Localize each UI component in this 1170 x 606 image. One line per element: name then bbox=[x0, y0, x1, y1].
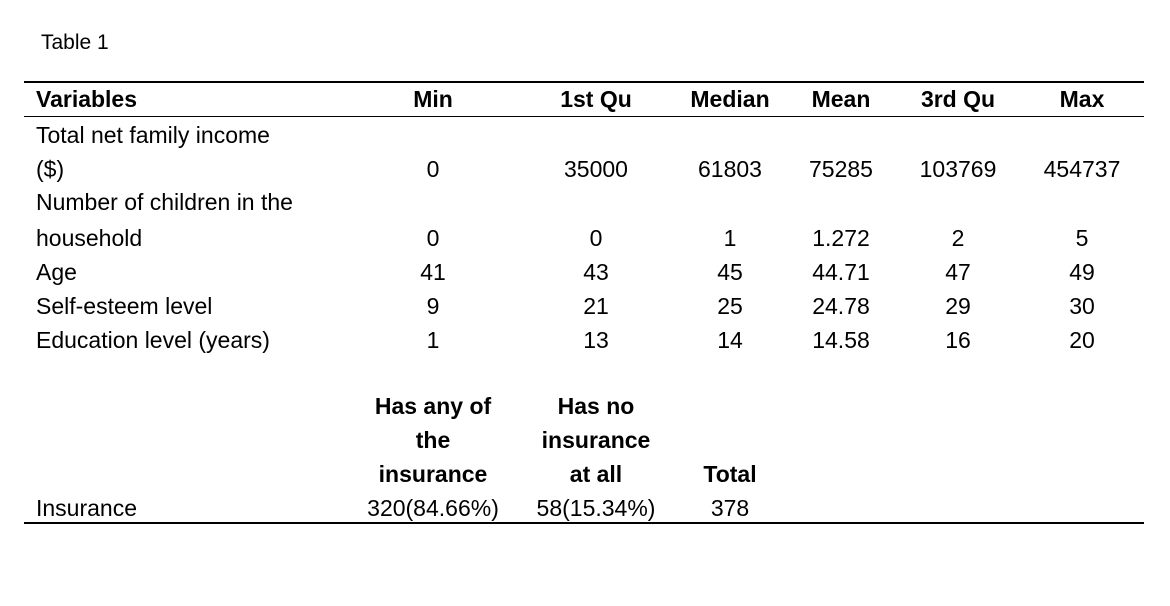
cell-children-q3: 2 bbox=[951, 225, 965, 251]
header-mean: Mean bbox=[811, 86, 871, 112]
row-label-income-line2: ($) bbox=[36, 156, 65, 182]
cell-education-median: 14 bbox=[717, 327, 743, 353]
header-q3: 3rd Qu bbox=[920, 86, 996, 112]
cell-age-mean: 44.71 bbox=[812, 259, 870, 285]
cell-self-esteem-max: 30 bbox=[1069, 293, 1095, 319]
cell-education-q3: 16 bbox=[945, 327, 971, 353]
header-variables: Variables bbox=[36, 86, 138, 112]
insurance-header-none-line3: at all bbox=[569, 461, 623, 487]
row-label-age: Age bbox=[36, 259, 77, 285]
insurance-header-total: Total bbox=[703, 461, 757, 487]
cell-age-max: 49 bbox=[1069, 259, 1095, 285]
cell-income-q1: 35000 bbox=[564, 156, 628, 182]
cell-age-q3: 47 bbox=[945, 259, 971, 285]
cell-income-mean: 75285 bbox=[809, 156, 873, 182]
cell-insurance-total: 378 bbox=[710, 495, 750, 521]
cell-children-q1: 0 bbox=[589, 225, 603, 251]
cell-children-min: 0 bbox=[426, 225, 440, 251]
cell-self-esteem-q3: 29 bbox=[945, 293, 971, 319]
insurance-header-none-line2: insurance bbox=[541, 427, 651, 453]
row-label-children-line1: Number of children in the bbox=[36, 189, 293, 215]
cell-age-q1: 43 bbox=[583, 259, 609, 285]
cell-age-min: 41 bbox=[420, 259, 446, 285]
cell-age-median: 45 bbox=[717, 259, 743, 285]
cell-income-max: 454737 bbox=[1043, 156, 1121, 182]
table-bottom-rule bbox=[24, 522, 1144, 524]
cell-income-median: 61803 bbox=[698, 156, 762, 182]
cell-education-max: 20 bbox=[1069, 327, 1095, 353]
cell-self-esteem-min: 9 bbox=[426, 293, 440, 319]
row-label-children-line2: household bbox=[36, 225, 143, 251]
cell-income-q3: 103769 bbox=[919, 156, 997, 182]
table-header-rule bbox=[24, 116, 1144, 117]
table-caption: Table 1 bbox=[41, 31, 109, 54]
cell-children-median: 1 bbox=[723, 225, 737, 251]
header-max: Max bbox=[1059, 86, 1105, 112]
cell-self-esteem-mean: 24.78 bbox=[812, 293, 870, 319]
header-min: Min bbox=[413, 86, 453, 112]
insurance-header-any-line3: insurance bbox=[378, 461, 488, 487]
header-q1: 1st Qu bbox=[560, 86, 632, 112]
header-median: Median bbox=[690, 86, 770, 112]
cell-insurance-none: 58(15.34%) bbox=[536, 495, 656, 521]
cell-self-esteem-median: 25 bbox=[717, 293, 743, 319]
cell-children-max: 5 bbox=[1075, 225, 1089, 251]
cell-self-esteem-q1: 21 bbox=[583, 293, 609, 319]
cell-education-q1: 13 bbox=[583, 327, 609, 353]
cell-insurance-any: 320(84.66%) bbox=[367, 495, 499, 521]
insurance-header-any-line2: the bbox=[415, 427, 451, 453]
row-label-education: Education level (years) bbox=[36, 327, 270, 353]
table-top-rule bbox=[24, 81, 1144, 83]
cell-education-min: 1 bbox=[426, 327, 440, 353]
row-label-self-esteem: Self-esteem level bbox=[36, 293, 213, 319]
insurance-header-any-line1: Has any of bbox=[374, 393, 492, 419]
cell-income-min: 0 bbox=[426, 156, 440, 182]
cell-education-mean: 14.58 bbox=[812, 327, 870, 353]
row-label-insurance: Insurance bbox=[36, 495, 138, 521]
cell-children-mean: 1.272 bbox=[812, 225, 870, 251]
row-label-income-line1: Total net family income bbox=[36, 122, 270, 148]
insurance-header-none-line1: Has no bbox=[557, 393, 635, 419]
